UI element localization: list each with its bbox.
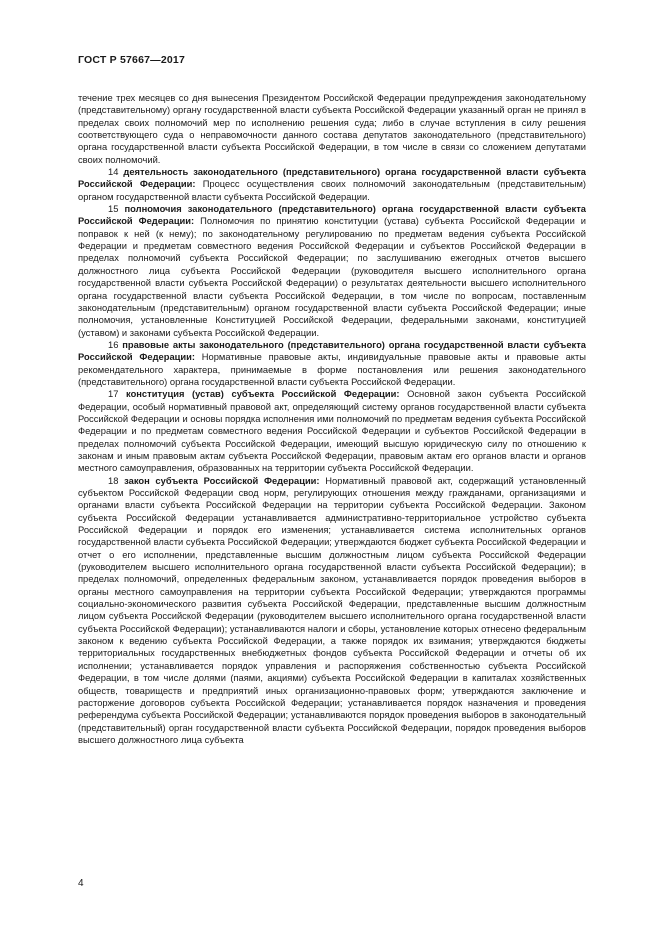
term-definition: Полномочия по принятию конституции (устава) субъекта Российской Федерации и поправок к ней (к нему); по законодательному регулированию по предметам ведения субъекта Российской Федерации и предметам совместного ведения Российской Федерации и субъектов Российской Федерации в пределах полномочий субъекта Российской Федерации; по заслушиванию ежегодных отчетов высшего должностного лица субъекта Российской Федерации (руководителя высшего исполнительного органа государственной власти субъекта Российской Федерации) о результатах деятельности высшего исполнительного органа государственной власти субъекта Российской Федерации, в том числе по вопросам, поставленным законодательным (представительным) органом государственной власти субъекта Российской Федерации; иные полномочия, установленные Конституцией Российской Федерации, федеральными законами, конституцией (уставом) и законами субъекта Российской Федерации. bbox=[78, 216, 587, 338]
term-16 bbox=[78, 339, 586, 388]
term-number: 17 bbox=[108, 389, 119, 400]
term-title: полномочия законодательного (представительного) органа государственной власти субъекта Российской Федерации: bbox=[78, 204, 586, 227]
term-number: 16 bbox=[108, 339, 119, 350]
paragraph-continuation bbox=[78, 92, 586, 166]
term-definition: Основной закон субъекта Российской Федерации, особый нормативный правовой акт, определяющий систему органов государственной власти субъекта Российской Федерации и основы порядка исполнения ими полномочий по предметам ведения субъекта Российской Федерации и по предметам совместного ведения Российской Федерации и субъектов Российской Федерации в пределах полномочий субъекта Российской Федерации, имеющий высшую юридическую силу по отношению к законам и иным правовым актам субъекта Российской Федерации, правовым актам его органов власти и органов местного самоуправления, образованных на территории субъекта Российской Федерации. bbox=[78, 389, 586, 474]
term-18 bbox=[78, 475, 586, 747]
term-number: 18 bbox=[108, 475, 119, 486]
term-number: 14 bbox=[108, 167, 119, 178]
term-15 bbox=[78, 203, 586, 339]
document-body bbox=[78, 92, 586, 746]
term-definition: Процесс осуществления своих полномочий законодательным (представительным) органом государственной власти субъекта Российской Федерации. bbox=[78, 179, 586, 202]
term-title: закон субъекта Российской Федерации: bbox=[124, 475, 320, 486]
term-definition: Нормативные правовые акты, индивидуальные правовые акты и правовые акты рекомендательного характера, принимаемые в форме постановления или решения законодательного (представительного) органа государственной власти субъекта Российской Федерации. bbox=[78, 352, 586, 387]
term-14 bbox=[78, 166, 586, 203]
term-title: конституция (устав) субъекта Российской Федерации: bbox=[126, 389, 400, 400]
term-number: 15 bbox=[108, 204, 119, 215]
term-title: деятельность законодательного (представительного) органа государственной власти субъекта Российской Федерации: bbox=[78, 167, 586, 190]
term-17 bbox=[78, 388, 586, 474]
paragraph-body: течение трех месяцев со дня вынесения Президентом Российской Федерации предупреждения законодательному (представительному) органу государственной власти субъекта Российской Федерации указанный орган не принял в пределах своих полномочий мер по исполнению решения суда; либо в случае вступления в силу решения соответствующего суда о неправомочности данного состава депутатов законодательного (представительного) органа государственной власти субъекта Российской Федерации, в том числе в связи со сложением депутатами своих полномочий. bbox=[78, 93, 586, 165]
document-header: ГОСТ Р 57667—2017 bbox=[78, 54, 186, 66]
term-title: правовые акты законодательного (представительного) органа государственной власти субъекта Российской Федерации: bbox=[78, 339, 586, 363]
term-definition: Нормативный правовой акт, содержащий установленный субъектом Российской Федерации свод норм, регулирующих отношения между гражданами, организациями и органами власти субъекта Российской Федерации на территории субъекта Российской Федерации. Законом субъекта Российской Федерации устанавливается административно-территориальное устройство субъекта Российской Федерации и порядок его изменения; устанавливается система исполнительных органов государственной власти субъекта Российской Федерации; утверждаются бюджет субъекта Российской Федерации и отчет о его исполнении, представленные высшим должностным лицом субъекта Российской Федерации (руководителем высшего исполнительного органа государственной власти субъекта Российской Федерации); в пределах полномочий, определенных федеральным законом, устанавливается порядок проведения выборов в органы местного самоуправления на территории субъекта Российской Федерации; утверждаются программы социально-экономического развития субъекта Российской Федерации, представленные высшим должностным лицом субъекта Российской Федерации (руководителем высшего исполнительного органа государственной власти субъекта Российской Федерации); устанавливаются налоги и сборы, установление которых отнесено федеральным законом к ведению субъекта Российской Федерации, а также порядок их взимания; утверждаются бюджеты территориальных государственных внебюджетных фондов субъекта Российской Федерации и отчеты об их исполнении; устанавливается порядок управления и распоряжения собственностью субъекта Российской Федерации, в том числе долями (паями, акциями) субъекта Российской Федерации в капиталах хозяйственных обществ, товариществ и предприятий иных организационно-правовых форм; утверждаются заключение и расторжение договоров субъекта Российской Федерации; устанавливается порядок назначения и проведения референдума субъекта Российской Федерации; устанавливаются порядок проведения выборов в законодательный (представительный) орган государственной власти субъекта Российской Федерации, порядок проведения выборов высшего должностного лица субъекта bbox=[78, 475, 586, 745]
page-number: 4 bbox=[78, 878, 84, 889]
